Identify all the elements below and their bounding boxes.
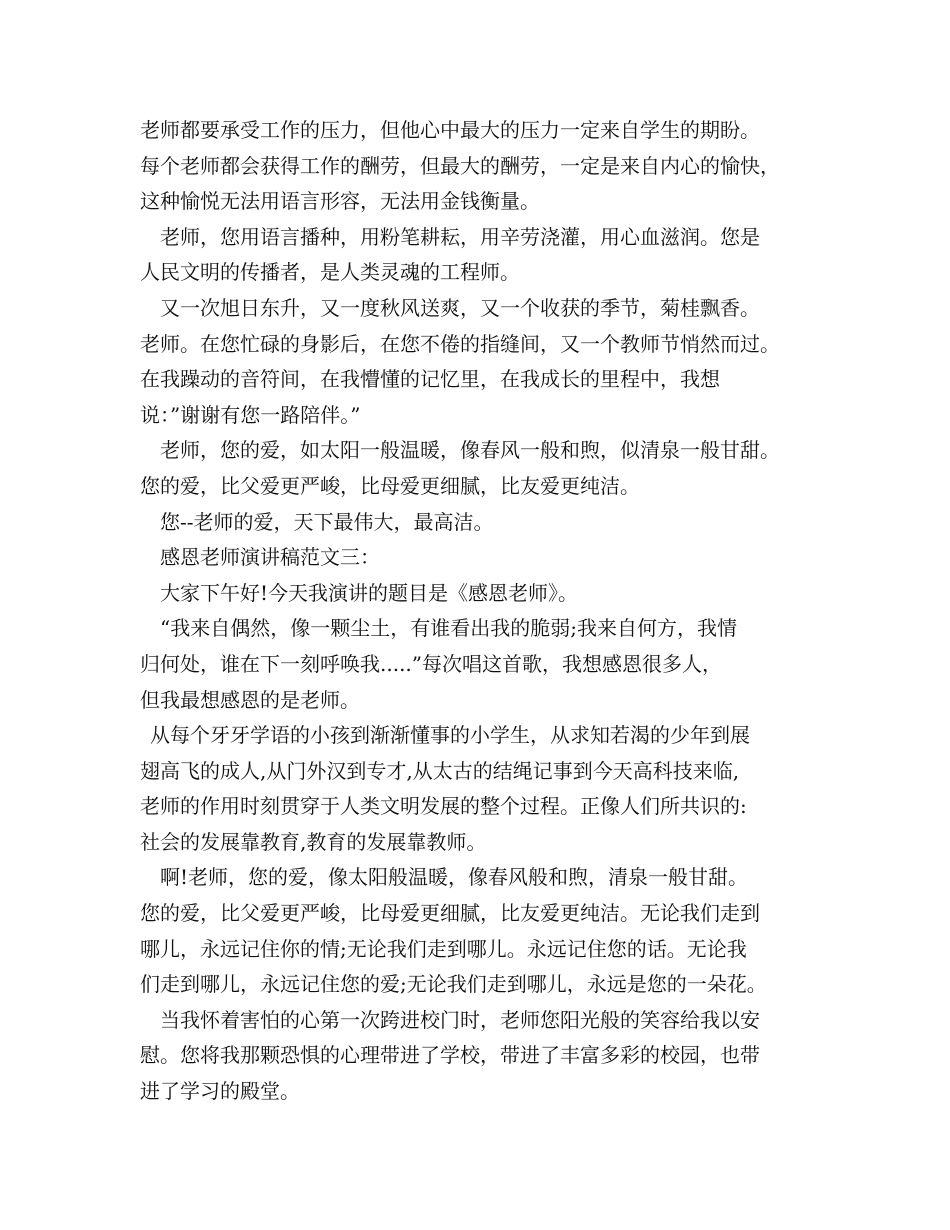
text-line: 老师，您的爱，如太阳一般温暖，像春风一般和煦，似清泉一般甘甜。	[160, 438, 780, 463]
text-line: 哪儿，永远记住你的情;无论我们走到哪儿。永远记住您的话。无论我	[140, 936, 747, 961]
text-line: 说：”谢谢有您一路陪伴。”	[140, 402, 361, 427]
text-line: 进了学习的殿堂。	[140, 1079, 300, 1104]
text-line: 老师，您用语言播种，用粉笔耕耘，用辛劳浇灌，用心血滋润。您是	[160, 224, 760, 249]
text-line: 您的爱，比父爱更严峻，比母爱更细腻，比友爱更纯洁。无论我们走到	[140, 901, 760, 926]
text-line: 翅高飞的成人,从门外汉到专才,从太古的结绳记事到今天高科技来临,	[140, 758, 740, 783]
text-line: 您--老师的爱，天下最伟大，最高洁。	[160, 509, 494, 534]
text-line: 又一次旭日东升，又一度秋风送爽，又一个收获的季节，菊桂飘香。	[160, 295, 760, 320]
text-line: 老师都要承受工作的压力，但他心中最大的压力一定来自学生的期盼。	[140, 118, 760, 142]
section-heading: 感恩老师演讲稿范文三：	[160, 545, 380, 570]
text-line: “我来自偶然，像一颗尘土，有谁看出我的脆弱;我来自何方，我情	[160, 616, 737, 641]
text-line: 啊!老师，您的爱，像太阳般温暖，像春风般和煦，清泉一般甘甜。	[160, 865, 749, 890]
text-line: 但我最想感恩的是老师。	[140, 687, 360, 712]
text-line: 老师的作用时刻贯穿于人类文明发展的整个过程。正像人们所共识的:	[140, 794, 747, 819]
document-body	[140, 113, 840, 1110]
text-line: 从每个牙牙学语的小孩到渐渐懂事的小学生，从求知若渴的少年到展	[150, 723, 750, 748]
text-line: 您的爱，比父爱更严峻，比母爱更细腻，比友爱更纯洁。	[140, 473, 640, 498]
text-line: 慰。您将我那颗恐惧的心理带进了学校，带进了丰富多彩的校园，也带	[140, 1043, 760, 1068]
text-line: 老师。在您忙碌的身影后，在您不倦的指缝间，又一个教师节悄然而过。	[140, 331, 780, 356]
text-line: 们走到哪儿，永远记住您的爱;无论我们走到哪儿，永远是您的一朵花。	[140, 972, 767, 997]
text-line: 大家下午好!今天我演讲的题目是《感恩老师》。	[160, 580, 579, 605]
text-line: 当我怀着害怕的心第一次跨进校门时，老师您阳光般的笑容给我以安	[160, 1007, 760, 1032]
text-line: 人民文明的传播者，是人类灵魂的工程师。	[140, 260, 520, 285]
text-line: 每个老师都会获得工作的酬劳，但最大的酬劳，一定是来自内心的愉快，	[140, 153, 780, 178]
text-line: 归何处，谁在下一刻呼唤我.....”每次唱这首歌，我想感恩很多人，	[140, 651, 723, 676]
text-line: 社会的发展靠教育,教育的发展靠教师。	[140, 829, 487, 854]
text-line: 这种愉悦无法用语言形容，无法用金钱衡量。	[140, 189, 540, 214]
text-line: 在我躁动的音符间，在我懵懂的记忆里，在我成长的里程中，我想	[140, 367, 720, 392]
